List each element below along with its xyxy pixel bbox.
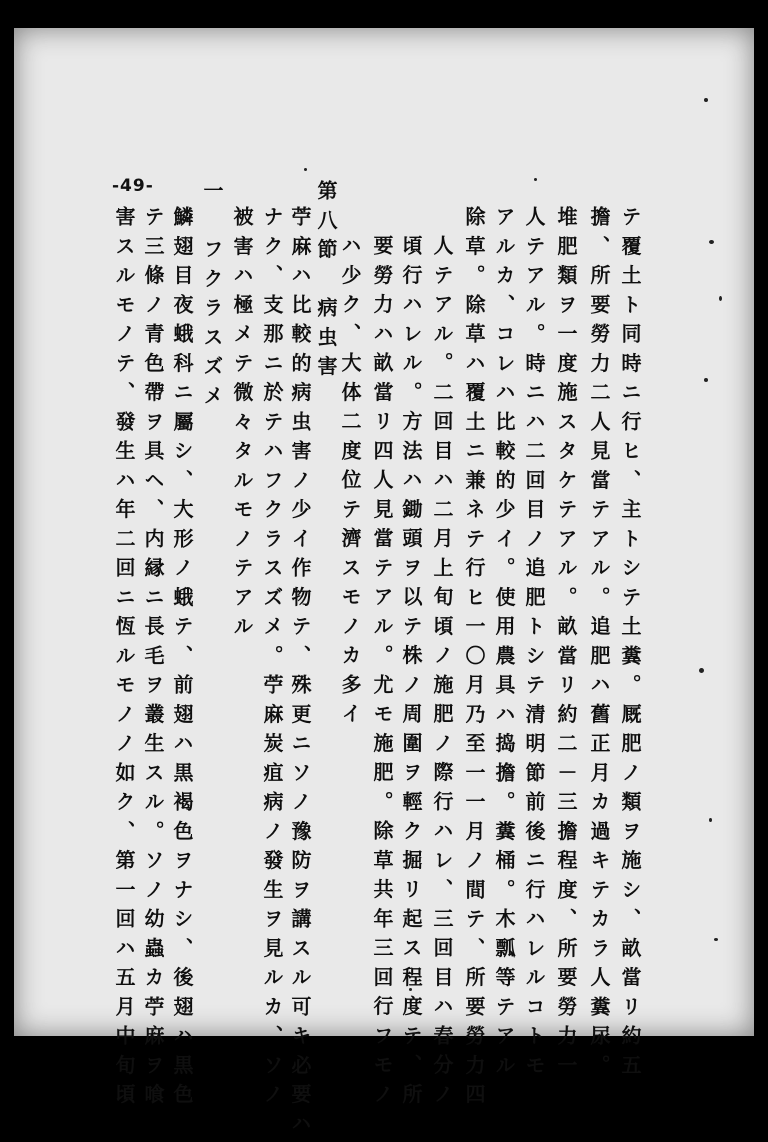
ink-speck: [534, 178, 537, 181]
text-column-9: 要勞力ハ畝當リ四人見當テアル。尤モ施肥。除草共年三回行フモノ: [370, 235, 394, 1113]
text-column-7: 人テアル。二回目ハ二月上旬頃ノ施肥ノ際行ハレ、三回目ハ春分ノ: [430, 235, 454, 1113]
ink-speck: [709, 818, 712, 822]
ink-speck: [719, 296, 722, 301]
text-column-3: 堆肥類ヲ一度施スタケテアル。畝當リ約二－三擔程度、所要勞力一: [554, 206, 578, 1084]
section-heading: 第八節 病虫害: [314, 180, 338, 385]
ink-speck: [709, 240, 714, 244]
ink-speck: [699, 668, 704, 673]
text-column-4: 人テアル。時ニハ二回目ノ追肥トシテ清明節前後ニ行ハレルコトモ: [522, 206, 546, 1084]
text-column-12: 苧麻ハ比較的病虫害ノ少イ作物テ、殊更ニソノ豫防ヲ講スル可キ必要ハ: [288, 206, 312, 1142]
text-column-2: 擔、所要勞力二人見當テアル。追肥ハ舊正月カ過キテカラ人糞尿。: [587, 206, 611, 1084]
text-column-8: 頃行ハレル。方法ハ鋤頭ヲ以テ株ノ周圍ヲ輕ク掘リ起ス程度テ、所: [399, 235, 423, 1113]
subsection-heading: 一 フクラスズメ: [200, 180, 224, 414]
text-column-5: アルカ、コレハ比較的少イ。使用農具ハ捣擔。糞桶。木瓢等テアル: [492, 206, 516, 1084]
text-column-14: 被害ハ極メテ微々タルモノテアル: [230, 206, 254, 645]
text-column-10: ハ少ク、大体二度位テ濟スモノカ多イ: [338, 235, 362, 733]
text-column-18: 害スルモノテ、發生ハ年二回ニ恆ルモノノ如ク、第一回ハ五月中旬頃: [112, 206, 136, 1113]
text-column-17: テ三條ノ青色帶ヲ具ヘ、内縁ニ長毛ヲ叢生スル。ソノ幼蟲カ苧麻ヲ喰: [141, 206, 165, 1113]
text-column-6: 除草。除草ハ覆土ニ兼ネテ行ヒ一〇月乃至一一月ノ間テ、所要勞力四: [462, 206, 486, 1113]
text-column-13: ナク、支那ニ於テハフクラスズメ。苧麻炭疽病ノ發生ヲ見ルカ、ソノ: [260, 206, 284, 1113]
ink-speck: [714, 938, 718, 941]
ink-speck: [704, 98, 708, 102]
ink-speck: [704, 378, 708, 382]
text-column-16: 鱗翅目夜蛾科ニ屬シ、大形ノ蛾テ、前翅ハ黒褐色ヲナシ、後翅ハ黒色: [170, 206, 194, 1113]
ink-speck: [304, 168, 307, 171]
page-number: -49-: [112, 176, 154, 196]
text-column-1: テ覆土ト同時ニ行ヒ、主トシテ土糞。厩肥ノ類ヲ施シ、畝當リ約五: [618, 206, 642, 1084]
